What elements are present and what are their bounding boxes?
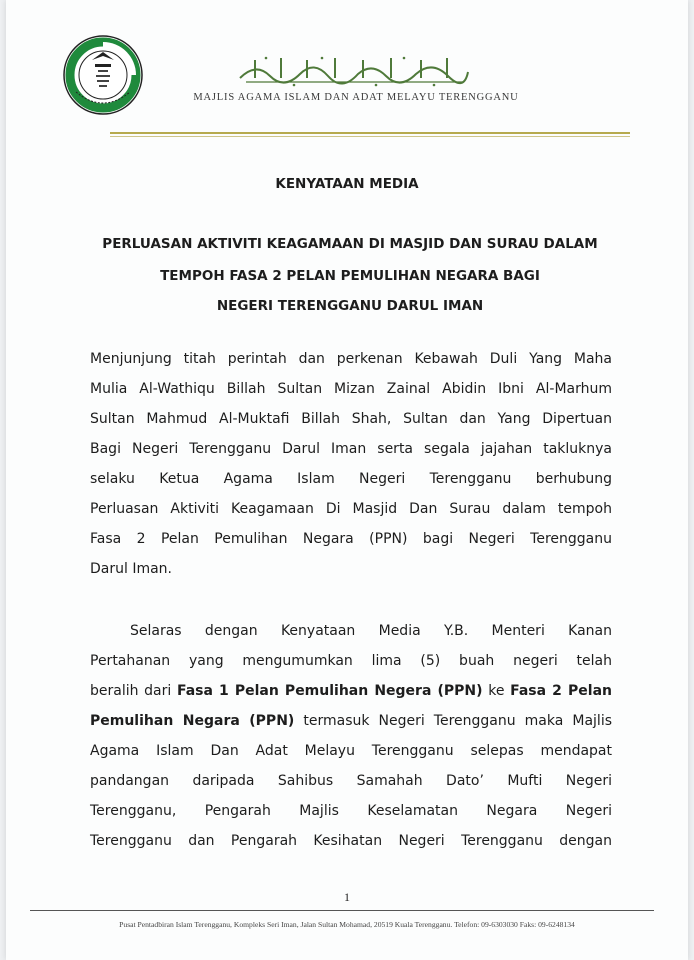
para1-line: Sultan Mahmud Al-Muktafi Billah Shah, Sultan dan Yang Dipertuan [90,411,612,427]
document-title: KENYATAAN MEDIA [275,176,419,192]
para1-line: selaku Ketua Agama Islam Negeri Terengganu berhubung [90,471,612,487]
para2-text: beralih dari [90,683,177,699]
subtitle-line-3: NEGERI TERENGGANU DARUL IMAN [216,298,484,314]
para2-bold-phase2-cont: Pemulihan Negara (PPN) [90,713,295,729]
para1-line: Perluasan Aktiviti Keagamaan Di Masjid Dan Surau dalam tempoh [90,501,612,517]
para2-line: Terengganu dan Pengarah Kesihatan Negeri Terengganu dengan [90,833,612,849]
para1-line: Bagi Negeri Terengganu Darul Iman serta segala jajahan takluknya [90,441,612,457]
para1-line: Mulia Al-Wathiqu Billah Sultan Mizan Zainal Abidin Ibni Al-Marhum [90,381,612,397]
maidam-logo [62,34,144,116]
para1-line: Menjunjung titah perintah dan perkenan Kebawah Duli Yang Maha [90,351,612,367]
para2-line: Pertahanan yang mengumumkan lima (5) buah negeri telah [90,653,612,669]
para2-text: ke [482,683,511,699]
para2-line: pandangan daripada Sahibus Samahah Dato’ Mufti Negeri [90,773,612,789]
para2-line: Selaras dengan Kenyataan Media Y.B. Menteri Kanan [130,623,612,639]
page-number: 1 [344,890,350,904]
subtitle-line-2: TEMPOH FASA 2 PELAN PEMULIHAN NEGARA BAGI [160,268,540,284]
subtitle-line-1: PERLUASAN AKTIVITI KEAGAMAAN DI MASJID DAN SURAU DALAM [102,236,598,252]
para1-line: Darul Iman. [90,561,172,577]
paragraph-1 [90,344,612,584]
para2-line: Agama Islam Dan Adat Melayu Terengganu selepas mendapat [90,743,612,759]
para2-line: Terengganu, Pengarah Majlis Keselamatan Negara Negeri [90,803,612,819]
para1-line: Fasa 2 Pelan Pemulihan Negara (PPN) bagi Negeri Terengganu [90,531,612,547]
header-divider-thin [110,136,630,137]
para2-bold-phase2: Fasa 2 Pelan [510,683,612,699]
footer-divider [30,910,654,911]
para2-bold-phase1: Fasa 1 Pelan Pemulihan Negera (PPN) [176,683,483,699]
org-name: MAJLIS AGAMA ISLAM DAN ADAT MELAYU TERENGGANU [193,92,519,103]
header-divider [110,132,630,134]
para2-line [90,676,612,706]
para2-line [90,706,612,736]
paragraph-2 [90,616,612,856]
footer-address: Pusat Pentadbiran Islam Terengganu, Kompleks Seri Iman, Jalan Sultan Mohamad, 20519 Kuala Terengganu. Telefon: 09-6303030 Faks: 09-6248134 [119,920,575,929]
org-name-arabic-calligraphy [236,54,472,88]
para2-text: termasuk Negeri Terengganu maka Majlis [294,713,612,729]
